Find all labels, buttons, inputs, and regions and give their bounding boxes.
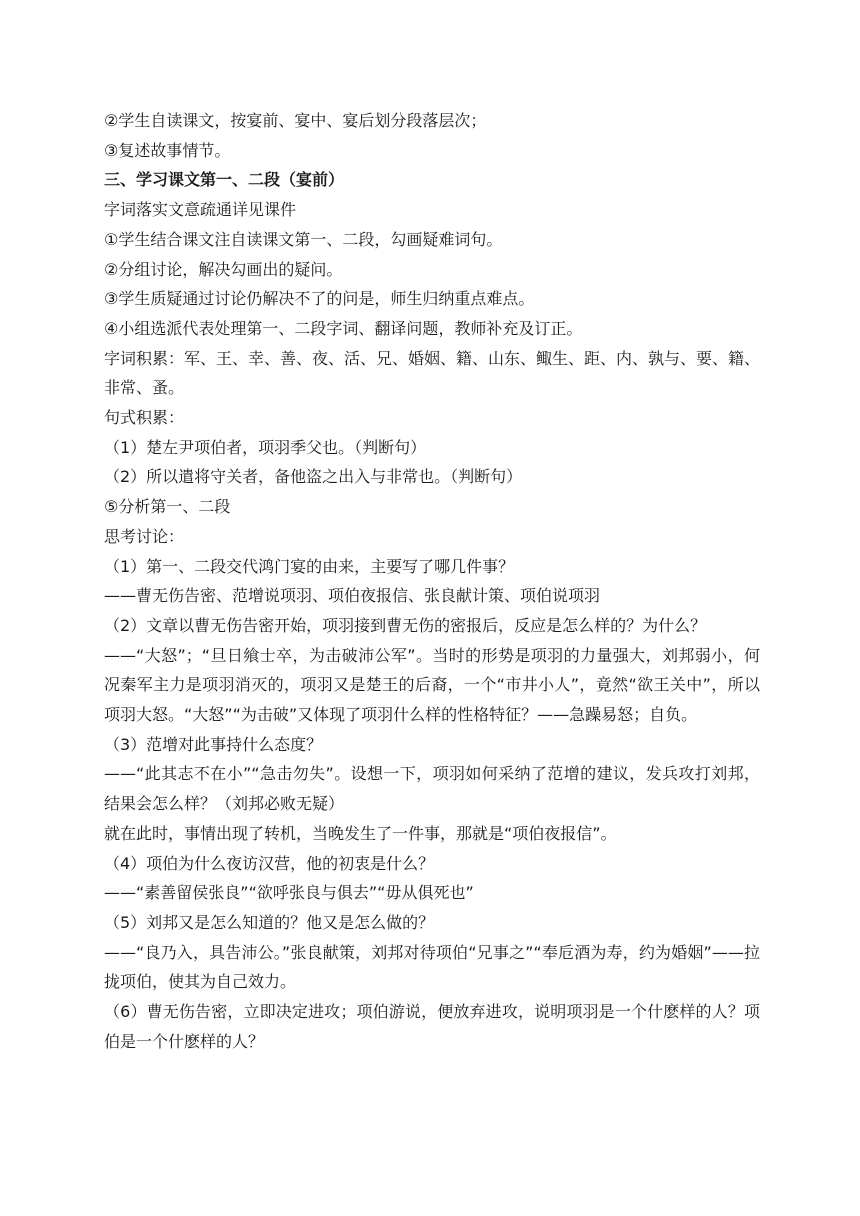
text-line: ③复述故事情节。	[104, 140, 231, 160]
text-line: 就在此时，事情出现了转机，当晚发生了一件事，那就是“项伯夜报信”。	[104, 823, 617, 843]
answer-line: ——“素善留侯张良”“欲呼张良与俱去”“毋从俱死也”	[104, 883, 474, 903]
answer-paragraph: ——“良乃入，具告沛公。”张良献策，刘邦对待项伯“兄事之”“奉卮酒为寿，约为婚姻”——拉拢项伯，使其为自己效力。	[104, 942, 760, 992]
text-line: （1）楚左尹项伯者，项羽季父也。（判断句）	[104, 437, 427, 457]
text-line: （2）所以遣将守关者，备他盗之出入与非常也。（判断句）	[104, 467, 523, 487]
text-line: ④小组选派代表处理第一、二段字词、翻译问题，教师补充及订正。	[104, 318, 583, 338]
text-line: 字词落实文意疏通详见课件	[104, 200, 297, 220]
question-paragraph: （6）曹无伤告密，立即决定进攻；项伯游说，便放弃进攻，说明项羽是一个什麽样的人？项伯是一个什麽样的人？	[104, 1002, 760, 1051]
text-line: ①学生结合课文注自读课文第一、二段，勾画疑难词句。	[104, 229, 503, 249]
answer-line: ——曹无伤告密、范增说项羽、项伯夜报信、张良献计策、项伯说项羽	[104, 586, 601, 606]
question-line: （5）刘邦又是怎么知道的？他又是怎么做的？	[104, 912, 435, 932]
text-line: 句式积累：	[104, 408, 185, 428]
section-heading: 三、学习课文第一、二段（宴前）	[104, 170, 345, 190]
question-line: （4）项伯为什么夜访汉营，他的初衷是什么？	[104, 853, 435, 873]
question-line: （3）范增对此事持什么态度？	[104, 734, 323, 754]
document-body	[104, 106, 760, 1057]
text-line: ③学生质疑通过讨论仍解决不了的问是，师生归纳重点难点。	[104, 289, 535, 309]
answer-paragraph: ——“此其志不在小”“急击勿失”。设想一下，项羽如何采纳了范增的建议，发兵攻打刘邦，结果会怎么样？（刘邦必败无疑）	[104, 764, 760, 814]
vocabulary-paragraph: 字词积累：军、王、幸、善、夜、活、兄、婚姻、籍、山东、鲰生、距、内、孰与、要、籍、非常、蚤。	[104, 348, 761, 398]
question-line: （1）第一、二段交代鸿门宴的由来，主要写了哪几件事？	[104, 556, 515, 576]
answer-paragraph: ——“大怒”；“旦日飨士卒，为击破沛公军”。当时的形势是项羽的力量强大，刘邦弱小，何况秦军主力是项羽消灭的，项羽又是楚王的后裔，一个“市井小人”，竟然“欲王关中”，所以项羽大怒。“大怒”“为击破”又体现了项羽什么样的性格特征？——急躁易怒；自负。	[104, 645, 760, 725]
text-line: ②学生自读课文，按宴前、宴中、宴后划分段落层次；	[104, 111, 487, 130]
question-line: （2）文章以曹无伤告密开始，项羽接到曹无伤的密报后，反应是怎么样的？为什么？	[104, 615, 707, 635]
text-line: ⑤分析第一、二段	[104, 497, 231, 517]
text-line: ②分组讨论，解决勾画出的疑问。	[104, 259, 343, 279]
text-line: 思考讨论：	[104, 526, 185, 546]
